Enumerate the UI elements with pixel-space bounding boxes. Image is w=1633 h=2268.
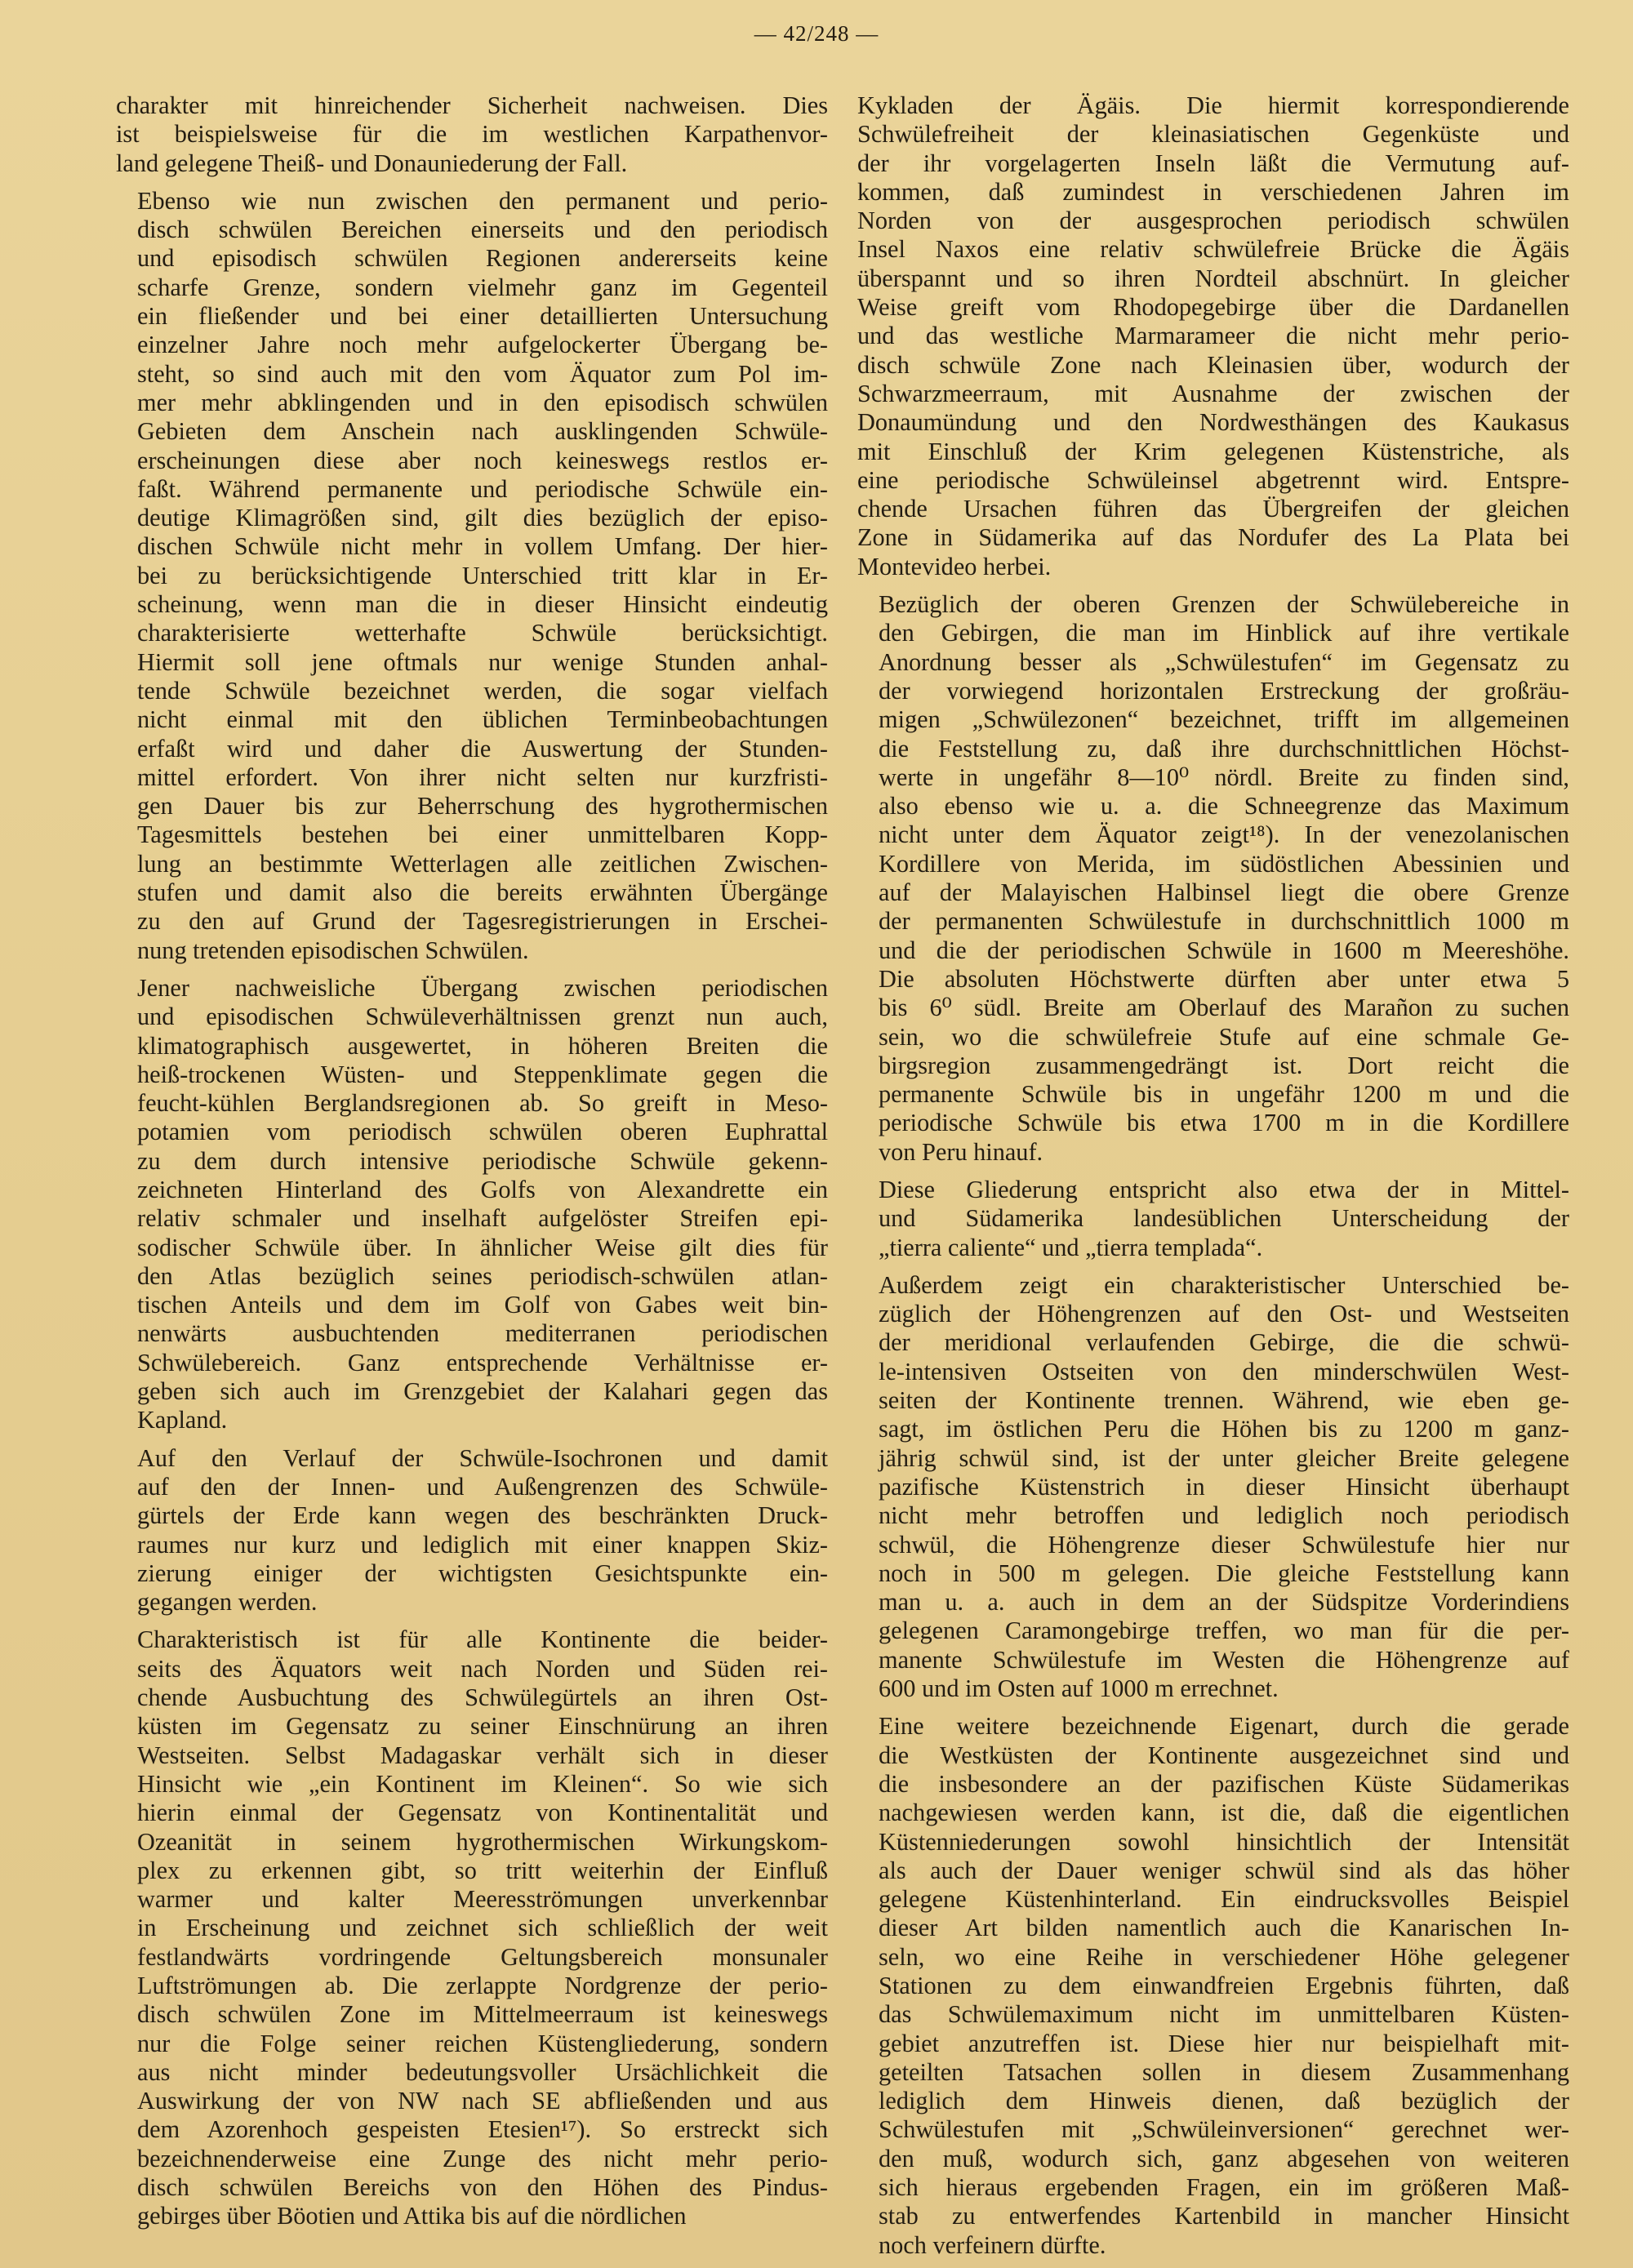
text-line: erfaßt wird und daher die Auswertung der Stunden-: [137, 734, 828, 763]
text-line: seln, wo eine Reihe in verschiedener Höhe gelegener: [879, 1942, 1569, 1971]
text-line: stab zu entwerfendes Kartenbild in mancher Hinsicht: [879, 2202, 1569, 2230]
text-line: seiten der Kontinente trennen. Während, wie eben ge-: [879, 1386, 1569, 1415]
text-line: zeichneten Hinterland des Golfs von Alexandrette ein: [137, 1175, 828, 1203]
text-line: das Schwülemaximum nicht im unmittelbaren Küsten-: [879, 2000, 1569, 2029]
text-line: erscheinungen diese aber noch keineswegs restlos er-: [137, 446, 828, 474]
text-line: lung an bestimmte Wetterlagen alle zeitlichen Zwischen-: [137, 849, 828, 878]
text-line: überspannt und so ihren Nordteil abschnürt. In gleicher: [857, 264, 1569, 292]
text-line: Die absoluten Höchstwerte dürften aber unter etwa 5: [879, 964, 1569, 993]
text-line: gelegene Küstenhinterland. Ein eindrucksvolles Beispiel: [879, 1885, 1569, 1914]
text-line: eine periodische Schwüleinsel abgetrennt wird. Entspre-: [857, 465, 1569, 494]
text-line: einzelner Jahre noch mehr aufgelockerter Übergang be-: [137, 331, 828, 359]
text-line: Weise greift vom Rhodopegebirge über die Dardanellen: [857, 293, 1569, 322]
text-line: man u. a. auch in dem an der Südspitze Vorderindiens: [879, 1588, 1569, 1617]
text-line: die Westküsten der Kontinente ausgezeichnet sind und: [879, 1741, 1569, 1769]
paragraph: [116, 91, 828, 178]
text-line: sagt, im östlichen Peru die Höhen bis zu 1200 m ganz-: [879, 1415, 1569, 1443]
text-line: tende Schwüle bezeichnet werden, die sogar vielfach: [137, 676, 828, 705]
left-column: [116, 91, 828, 2240]
text-line: scharfe Grenze, sondern vielmehr ganz im Gegenteil: [137, 273, 828, 301]
text-line: den Atlas bezüglich seines periodisch-schwülen atlan-: [137, 1261, 828, 1290]
text-line: 600 und im Osten auf 1000 m errechnet.: [879, 1674, 1279, 1703]
text-line: die Feststellung zu, daß ihre durchschnittlichen Höchst-: [879, 734, 1569, 763]
text-line: Stationen zu dem einwandfreien Ergebnis führten, daß: [879, 1972, 1569, 1999]
text-line: Auf den Verlauf der Schwüle-Isochronen und damit: [137, 1443, 828, 1472]
text-line: dem Azorenhoch gespeisten Etesien¹⁷). So erstreckt sich: [137, 2115, 828, 2144]
paragraph: [857, 91, 1569, 581]
text-line: züglich der Höhengrenzen auf den Ost- und Westseiten: [879, 1300, 1569, 1328]
text-line: disch schwülen Bereichen einerseits und den periodisch: [137, 216, 828, 244]
text-line: Kapland.: [137, 1406, 228, 1434]
text-line: und episodischen Schwüleverhältnissen grenzt nun auch,: [137, 1003, 828, 1031]
text-line: nenwärts ausbuchtenden mediterranen periodischen: [137, 1319, 828, 1348]
text-line: warmer und kalter Meeresströmungen unverkennbar: [137, 1885, 828, 1914]
text-line: stufen und damit also die bereits erwähnten Übergänge: [137, 878, 828, 907]
text-line: land gelegene Theiß- und Donauniederung der Fall.: [116, 149, 628, 177]
text-line: gegangen werden.: [137, 1588, 318, 1617]
text-line: den muß, wodurch sich, ganz abgesehen von weiteren: [879, 2144, 1569, 2172]
text-line: die insbesondere an der pazifischen Küste Südamerikas: [879, 1769, 1569, 1798]
text-line: manente Schwülestufe im Westen die Höhengrenze auf: [879, 1645, 1569, 1674]
paragraph: [116, 1625, 828, 2230]
text-line: Insel Naxos eine relativ schwülefreie Brücke die Ägäis: [857, 235, 1569, 264]
paragraph: [116, 187, 828, 965]
text-line: Tagesmittels bestehen bei einer unmittelbaren Kopp-: [137, 820, 828, 849]
text-line: noch verfeinern dürfte.: [879, 2230, 1106, 2259]
text-line: aus nicht minder bedeutungsvoller Ursächlichkeit die: [137, 2057, 828, 2086]
text-line: klimatographisch ausgewertet, in höheren Breiten die: [137, 1031, 828, 1060]
text-line: dieser Art bilden namentlich auch die Kanarischen In-: [879, 1914, 1569, 1942]
text-line: festlandwärts vordringende Geltungsbereich monsunaler: [137, 1942, 828, 1971]
text-line: Schwülestufen mit „Schwüleinversionen“ gerechnet wer-: [879, 2115, 1569, 2144]
text-line: und das westliche Marmarameer die nicht mehr perio-: [857, 322, 1569, 350]
text-line: nung tretenden episodischen Schwülen.: [137, 936, 529, 964]
text-line: Eine weitere bezeichnende Eigenart, durch die gerade: [879, 1712, 1569, 1741]
text-line: zierung einiger der wichtigsten Gesichtspunkte ein-: [137, 1559, 828, 1587]
text-line: mit Einschluß der Krim gelegenen Küstenstriche, als: [857, 437, 1569, 465]
text-line: schwül, die Höhengrenze dieser Schwülestufe hier nur: [879, 1530, 1569, 1559]
text-line: migen „Schwülezonen“ bezeichnet, trifft im allgemeinen: [879, 705, 1569, 734]
text-line: nur die Folge seiner reichen Küstengliederung, sondern: [137, 2029, 828, 2057]
text-line: disch schwülen Zone im Mittelmeerraum ist keineswegs: [137, 2000, 828, 2029]
text-line: Westseiten. Selbst Madagaskar verhält sich in dieser: [137, 1741, 828, 1769]
text-line: gürtels der Erde kann wegen des beschränkten Druck-: [137, 1501, 828, 1530]
text-line: Jener nachweisliche Übergang zwischen periodischen: [137, 973, 828, 1002]
text-line: Donaumündung und den Nordwesthängen des Kaukasus: [857, 408, 1569, 437]
text-line: ist beispielsweise für die im westlichen Karpathenvor-: [116, 120, 828, 149]
text-line: tischen Anteils und dem im Golf von Gabes weit bin-: [137, 1291, 828, 1319]
text-line: „tierra caliente“ und „tierra templada“.: [879, 1233, 1263, 1261]
text-line: nicht unter dem Äquator zeigt¹⁸). In der venezolanischen: [879, 820, 1569, 849]
text-line: gen Dauer bis zur Beherrschung des hygrothermischen: [137, 792, 828, 820]
text-line: gebirges über Böotien und Attika bis auf die nördlichen: [137, 2202, 687, 2230]
text-line: Montevideo herbei.: [857, 552, 1052, 580]
text-line: Hinsicht wie „ein Kontinent im Kleinen“. So wie sich: [137, 1769, 828, 1798]
text-line: jährig schwül sind, ist der unter gleicher Breite gelegene: [879, 1443, 1569, 1472]
text-line: sodischer Schwüle über. In ähnlicher Weise gilt dies für: [137, 1233, 828, 1261]
text-line: charakter mit hinreichender Sicherheit nachweisen. Dies: [116, 91, 828, 119]
right-column: [857, 91, 1569, 2268]
text-line: der meridional verlaufenden Gebirge, die die schwü-: [879, 1328, 1569, 1357]
text-line: Kordillere von Merida, im südöstlichen Abessinien und: [879, 849, 1569, 878]
text-line: Zone in Südamerika auf das Nordufer des La Plata bei: [857, 523, 1569, 552]
text-line: und Südamerika landesüblichen Unterscheidung der: [879, 1204, 1569, 1233]
text-line: und episodisch schwülen Regionen andererseits keine: [137, 244, 828, 273]
text-line: zu dem durch intensive periodische Schwüle gekenn-: [137, 1146, 828, 1175]
text-line: raumes nur kurz und lediglich mit einer knappen Skiz-: [137, 1530, 828, 1559]
text-line: Kykladen der Ägäis. Die hiermit korrespondierende: [857, 91, 1569, 119]
text-line: Diese Gliederung entspricht also etwa der in Mittel-: [879, 1175, 1569, 1203]
text-line: der vorwiegend horizontalen Erstreckung der großräu-: [879, 676, 1569, 705]
text-line: Schwülefreiheit der kleinasiatischen Gegenküste und: [857, 120, 1569, 149]
text-line: Ozeanität in seinem hygrothermischen Wirkungskom-: [137, 1827, 828, 1856]
text-line: der permanenten Schwülestufe in durchschnittlich 1000 m: [879, 907, 1569, 936]
text-line: faßt. Während permanente und periodische Schwüle ein-: [137, 474, 828, 503]
text-line: Schwarzmeerraum, mit Ausnahme der zwischen der: [857, 379, 1569, 407]
text-line: bei zu berücksichtigende Unterschied tritt klar in Er-: [137, 561, 828, 589]
text-line: geteilten Tatsachen sollen in diesem Zusammenhang: [879, 2057, 1569, 2086]
text-line: und die der periodischen Schwüle in 1600 m Meereshöhe.: [879, 936, 1569, 964]
text-line: feucht-kühlen Berglandsregionen ab. So greift in Meso-: [137, 1089, 828, 1118]
text-line: disch schwülen Bereichs von den Höhen des Pindus-: [137, 2173, 828, 2202]
text-line: le-intensiven Ostseiten von den minderschwülen West-: [879, 1357, 1569, 1385]
text-line: kommen, daß zumindest in verschiedenen Jahren im: [857, 177, 1569, 206]
text-line: seits des Äquators weit nach Norden und Süden rei-: [137, 1654, 828, 1683]
text-line: plex zu erkennen gibt, so tritt weiterhin der Einfluß: [137, 1856, 828, 1884]
text-line: zu den auf Grund der Tagesregistrierungen in Erschei-: [137, 907, 828, 936]
text-line: potamien vom periodisch schwülen oberen Euphrattal: [137, 1118, 828, 1146]
text-line: chende Ursachen führen das Übergreifen der gleichen: [857, 495, 1569, 523]
text-line: birgsregion zusammengedrängt ist. Dort reicht die: [879, 1051, 1569, 1079]
text-line: lediglich dem Hinweis dienen, daß bezüglich der: [879, 2087, 1569, 2115]
text-line: geben sich auch im Grenzgebiet der Kalahari gegen das: [137, 1377, 828, 1406]
text-line: küsten im Gegensatz zu seiner Einschnürung an ihren: [137, 1712, 828, 1741]
text-line: bezeichnenderweise eine Zunge des nicht mehr perio-: [137, 2144, 828, 2172]
text-line: in Erscheinung und zeichnet sich schließlich der weit: [137, 1914, 828, 1942]
text-line: Luftströmungen ab. Die zerlappte Nordgrenze der perio-: [137, 1972, 828, 1999]
paragraph: [857, 590, 1569, 1167]
text-line: ein fließender und bei einer detaillierten Untersuchung: [137, 302, 828, 331]
text-line: periodische Schwüle bis etwa 1700 m in die Kordillere: [879, 1109, 1569, 1137]
text-line: Bezüglich der oberen Grenzen der Schwülebereiche in: [879, 590, 1569, 619]
text-line: Charakteristisch ist für alle Kontinente die beider-: [137, 1625, 828, 1654]
text-line: permanente Schwüle bis in ungefähr 1200 m und die: [879, 1080, 1569, 1109]
text-line: bis 6⁰ südl. Breite am Oberlauf des Marañon zu suchen: [879, 994, 1569, 1022]
text-line: relativ schmaler und inselhaft aufgelöster Streifen epi-: [137, 1204, 828, 1233]
paragraph: [857, 1271, 1569, 1703]
text-line: der ihr vorgelagerten Inseln läßt die Vermutung auf-: [857, 149, 1569, 177]
text-line: Hiermit soll jene oftmals nur wenige Stunden anhal-: [137, 647, 828, 676]
text-line: Norden von der ausgesprochen periodisch schwülen: [857, 207, 1569, 235]
text-line: sich hieraus ergebenden Fragen, ein im größeren Maß-: [879, 2173, 1569, 2202]
paragraph: [116, 1444, 828, 1617]
text-line: sein, wo die schwülefreie Stufe auf eine schmale Ge-: [879, 1022, 1569, 1051]
text-line: Anordnung besser als „Schwülestufen“ im Gegensatz zu: [879, 647, 1569, 676]
text-line: nachgewiesen werden kann, ist die, daß die eigentlichen: [879, 1799, 1569, 1827]
text-line: nicht einmal mit den üblichen Terminbeobachtungen: [137, 705, 828, 734]
text-line: steht, so sind auch mit den vom Äquator zum Pol im-: [137, 359, 828, 388]
text-line: mittel erfordert. Von ihrer nicht selten nur kurzfristi-: [137, 763, 828, 791]
text-line: von Peru hinauf.: [879, 1137, 1043, 1166]
page-number: — 42/248 —: [754, 21, 879, 46]
text-line: als auch der Dauer weniger schwül sind als das höher: [879, 1856, 1569, 1884]
text-line: disch schwüle Zone nach Kleinasien über, wodurch der: [857, 350, 1569, 379]
text-line: Auswirkung der von NW nach SE abfließenden und aus: [137, 2087, 828, 2115]
paragraph: [116, 974, 828, 1435]
text-line: Außerdem zeigt ein charakteristischer Unterschied be-: [879, 1270, 1569, 1299]
text-line: auf der Malayischen Halbinsel liegt die obere Grenze: [879, 878, 1569, 907]
text-line: heiß-trockenen Wüsten- und Steppenklimate gegen die: [137, 1060, 828, 1088]
text-line: dischen Schwüle nicht mehr in vollem Umfang. Der hier-: [137, 532, 828, 561]
text-line: deutige Klimagrößen sind, gilt dies bezüglich der episo-: [137, 504, 828, 532]
text-line: chende Ausbuchtung des Schwülegürtels an ihren Ost-: [137, 1683, 828, 1712]
text-line: Schwülebereich. Ganz entsprechende Verhältnisse er-: [137, 1348, 828, 1376]
text-line: Gebieten dem Anschein nach ausklingenden Schwüle-: [137, 417, 828, 446]
text-line: nicht mehr betroffen und lediglich noch periodisch: [879, 1501, 1569, 1530]
text-line: scheinung, wenn man die in dieser Hinsicht eindeutig: [137, 590, 828, 619]
text-line: hierin einmal der Gegensatz von Kontinentalität und: [137, 1799, 828, 1827]
text-line: pazifische Küstenstrich in dieser Hinsicht überhaupt: [879, 1472, 1569, 1501]
paragraph: [857, 1712, 1569, 2260]
text-line: Ebenso wie nun zwischen den permanent und perio-: [137, 186, 828, 215]
text-line: gelegenen Caramongebirge treffen, wo man für die per-: [879, 1617, 1569, 1645]
text-line: charakterisierte wetterhafte Schwüle berücksichtigt.: [137, 619, 828, 647]
text-line: also ebenso wie u. a. die Schneegrenze das Maximum: [879, 792, 1569, 820]
text-line: werte in ungefähr 8—10⁰ nördl. Breite zu finden sind,: [879, 763, 1569, 791]
text-line: den Gebirgen, die man im Hinblick auf ihre vertikale: [879, 619, 1569, 647]
text-line: noch in 500 m gelegen. Die gleiche Feststellung kann: [879, 1559, 1569, 1587]
text-line: Küstenniederungen sowohl hinsichtlich der Intensität: [879, 1827, 1569, 1856]
text-line: mer mehr abklingenden und in den episodisch schwülen: [137, 388, 828, 416]
paragraph: [857, 1176, 1569, 1262]
text-line: auf den der Innen- und Außengrenzen des Schwüle-: [137, 1472, 828, 1501]
text-line: gebiet anzutreffen ist. Diese hier nur beispielhaft mit-: [879, 2029, 1569, 2057]
